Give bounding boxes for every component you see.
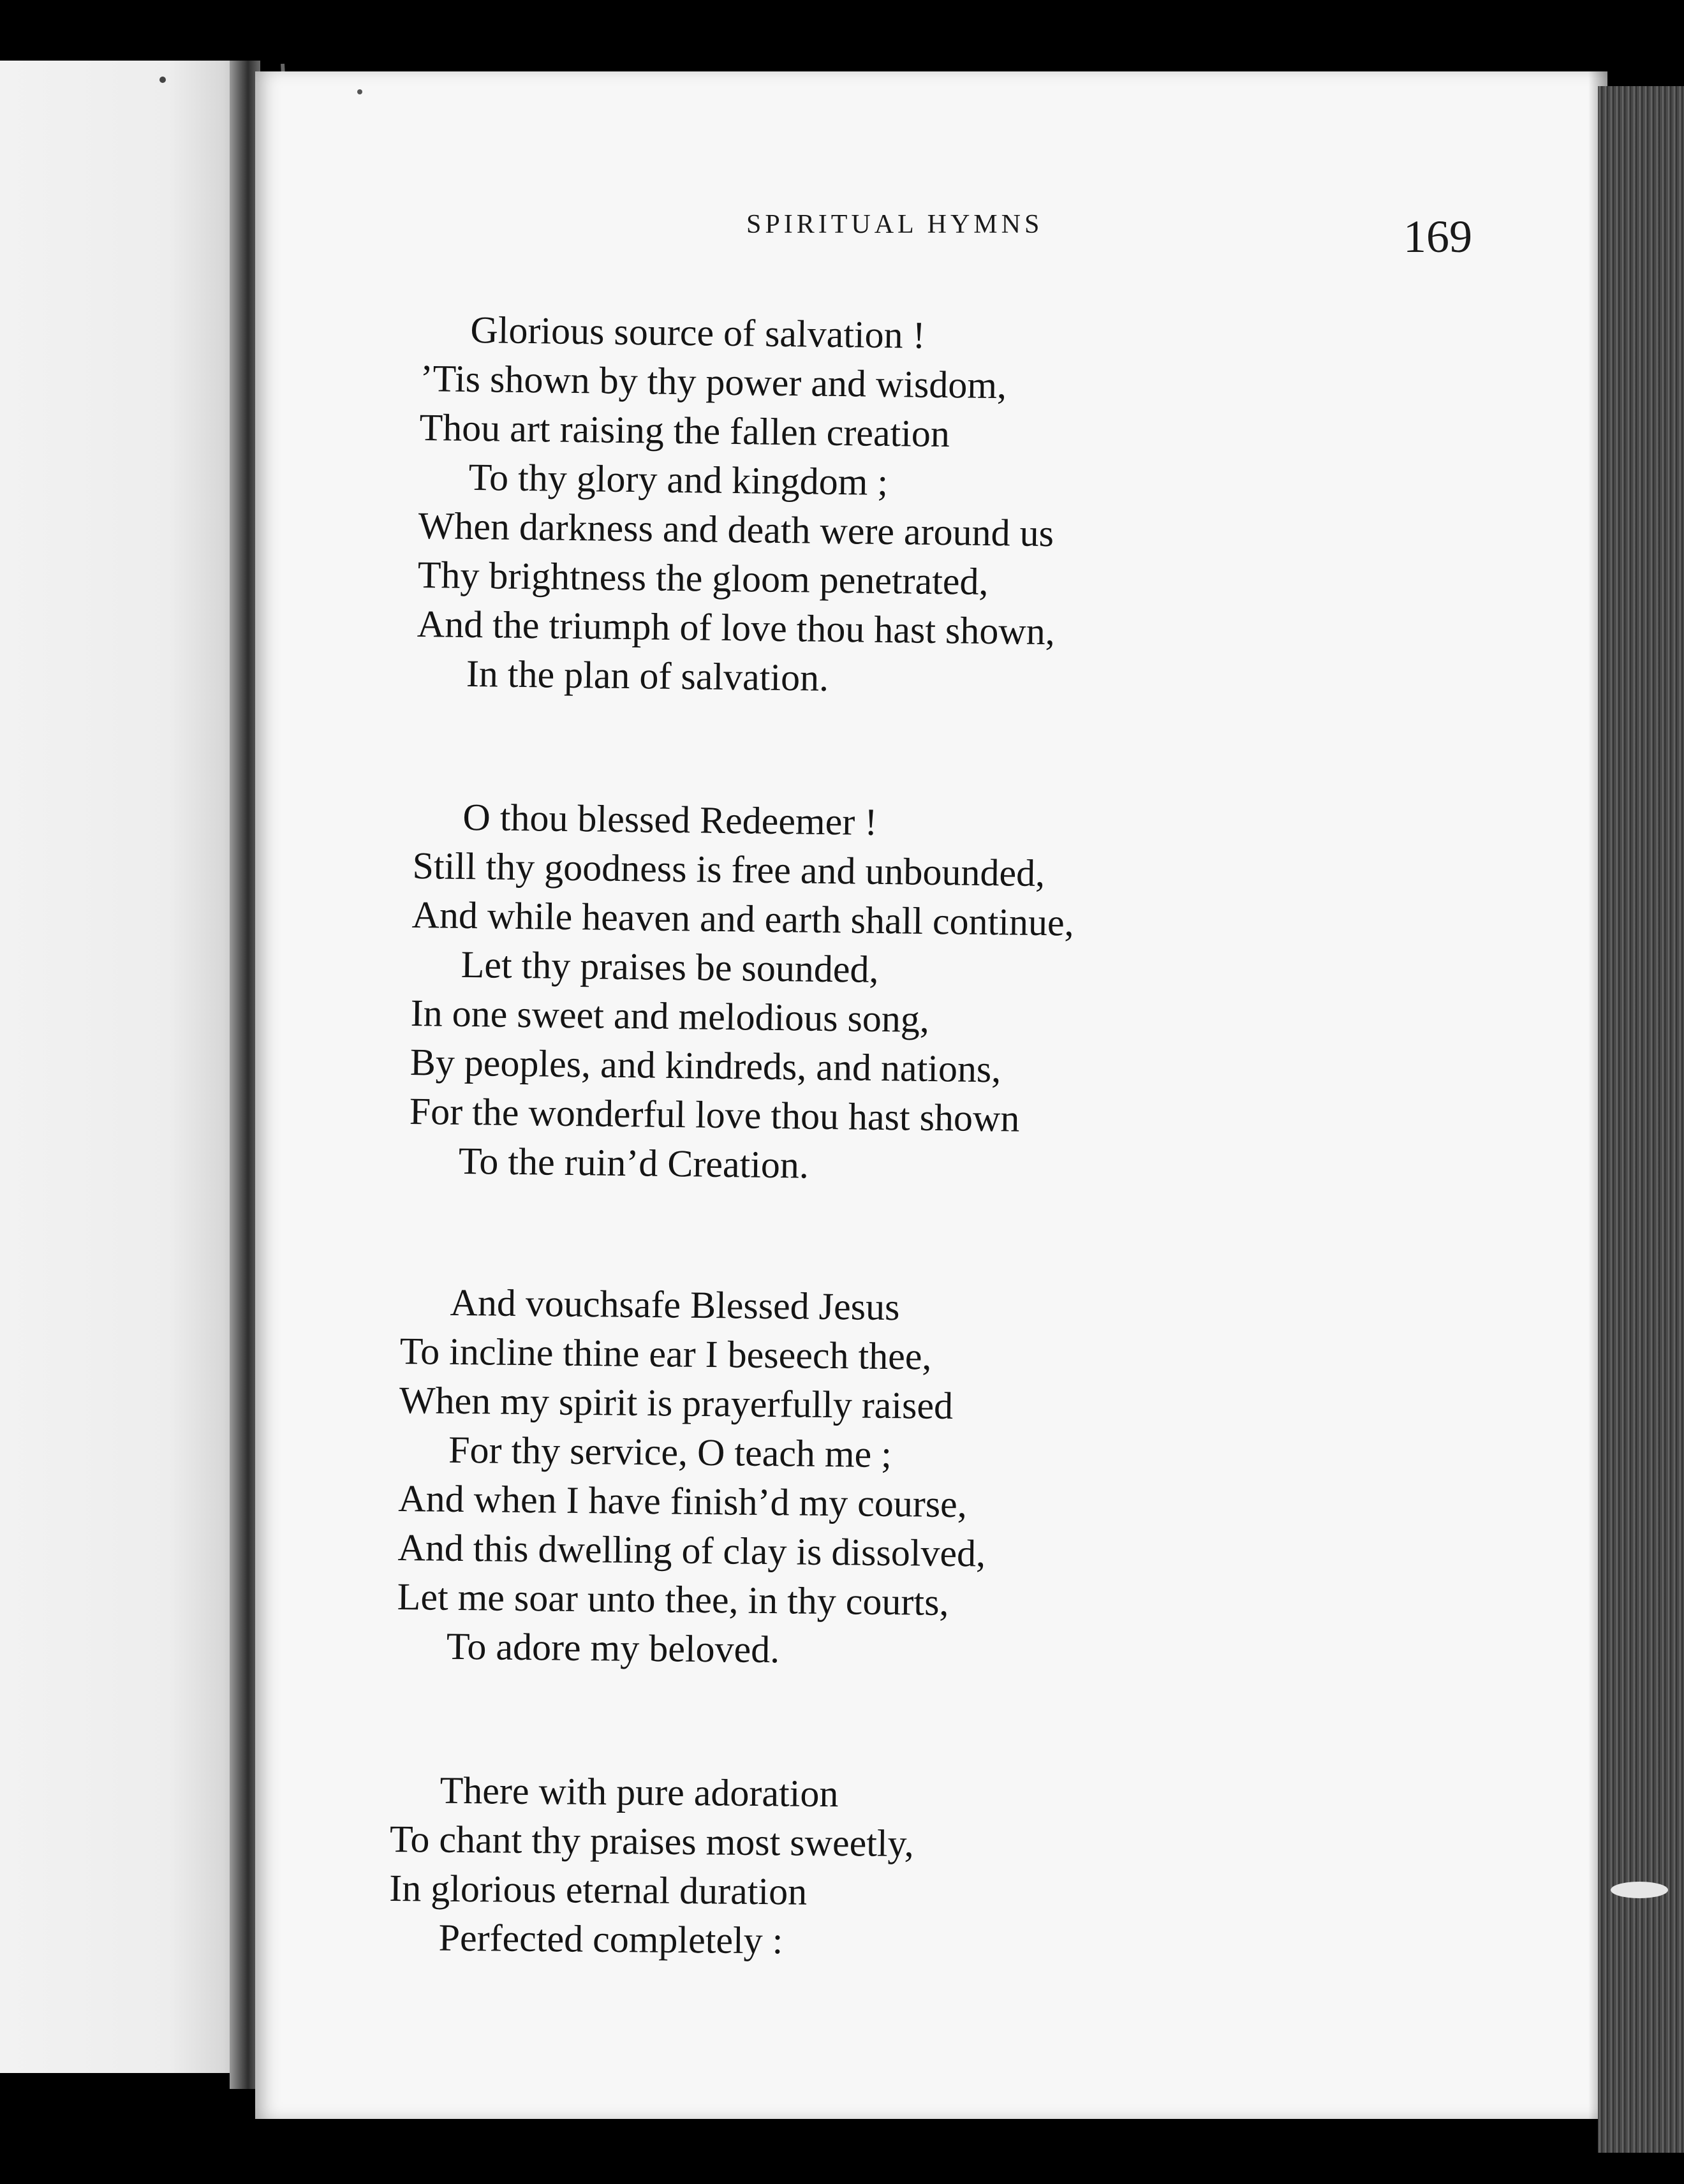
page-number: 169 (1403, 211, 1472, 262)
verse-line: And while heaven and earth shall continue, (411, 893, 1074, 944)
verse-line: To incline thine ear I beseech thee, (399, 1329, 932, 1378)
stanza (388, 1766, 914, 1966)
verse-line: And the triumph of love thou hast shown, (417, 602, 1056, 653)
verse-line: By peoples, and kindreds, and nations, (410, 1040, 1001, 1091)
ink-speck (357, 89, 362, 94)
verse-line: When darkness and death were around us (418, 504, 1054, 555)
verse-line: There with pure adoration (439, 1769, 839, 1815)
verse-line: O thou blessed Redeemer ! (462, 795, 878, 843)
verse-line: Thy brightness the gloom penetrated, (417, 553, 989, 603)
verse-line: In the plan of salvation. (466, 652, 829, 699)
book-fore-edge (1598, 86, 1684, 2153)
verse-line: Thou art raising the fallen creation (419, 406, 950, 455)
verse-line: To chant thy praises most sweetly, (389, 1817, 915, 1865)
left-facing-page (0, 61, 242, 2073)
verse-line: And this dwelling of clay is dissolved, (397, 1526, 986, 1575)
verse-line: Let thy praises be sounded, (461, 943, 879, 991)
stanza (416, 305, 1058, 705)
running-head: SPIRITUAL HYMNS (746, 210, 1044, 239)
verse-line: In one sweet and melodious song, (410, 991, 930, 1040)
verse-line: In glorious eternal duration (389, 1866, 808, 1913)
verse-line: Perfected completely : (438, 1916, 783, 1962)
page-blemish (1611, 1882, 1668, 1898)
verse-line: And vouchsafe Blessed Jesus (450, 1281, 900, 1329)
verse-line: To adore my beloved. (446, 1625, 780, 1671)
verse-line: To the ruin’d Creation. (458, 1139, 809, 1186)
verse-line: For thy service, O teach me ; (448, 1428, 892, 1476)
verse-line: And when I have finish’d my course, (398, 1477, 968, 1526)
verse-line: To thy glory and kingdom ; (468, 455, 889, 503)
stanza (408, 792, 1075, 1193)
ink-speck (159, 77, 166, 83)
verse-line: Let me soar unto thee, in thy courts, (397, 1575, 949, 1624)
verse-line: For the wonderful love thou hast shown (409, 1089, 1020, 1140)
stanza (397, 1278, 989, 1677)
verse-line: ’Tis shown by thy power and wisdom, (420, 357, 1007, 407)
verse-line: Glorious source of salvation ! (470, 308, 926, 357)
verse-line: Still thy goodness is free and unbounded, (412, 844, 1045, 895)
verse-line: When my spirit is prayerfully raised (399, 1378, 954, 1428)
